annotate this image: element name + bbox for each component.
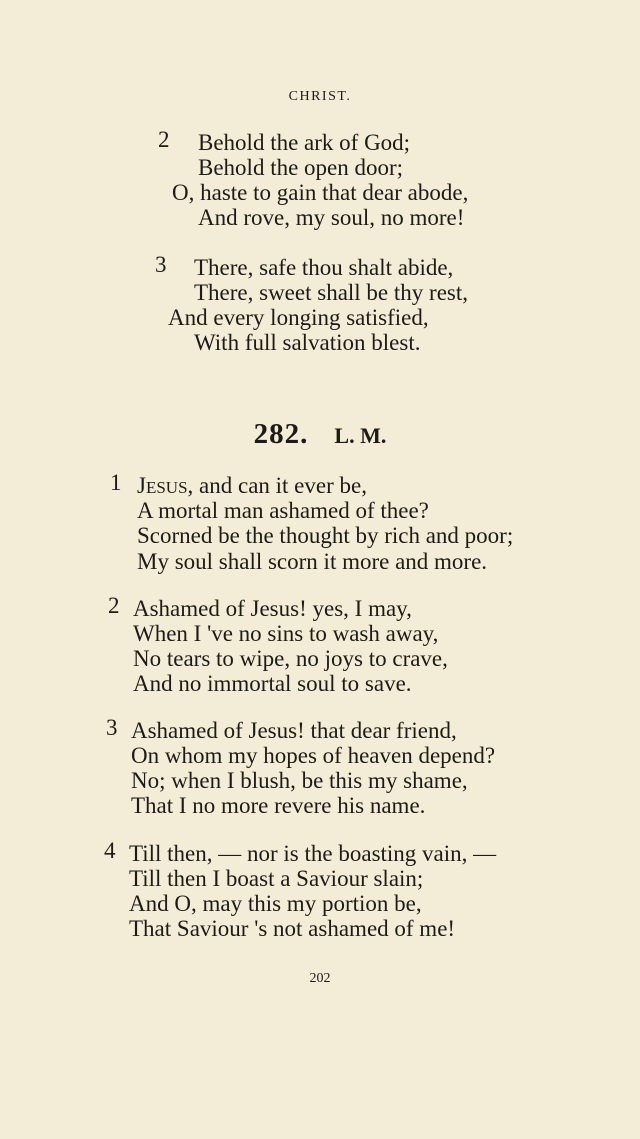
verse-number: 1 bbox=[110, 470, 122, 495]
hymn-number: 282. bbox=[253, 418, 309, 450]
verse-line: Till then, — nor is the boasting vain, — bbox=[129, 841, 497, 866]
hymn-meter: L. M. bbox=[334, 423, 387, 448]
verse-line: Scorned be the thought by rich and poor; bbox=[137, 523, 514, 548]
verse-line: A mortal man ashamed of thee? bbox=[137, 498, 429, 523]
running-head: CHRIST. bbox=[288, 89, 352, 104]
verse-number: 2 bbox=[158, 127, 170, 152]
verse-line: There, safe thou shalt abide, bbox=[194, 255, 454, 280]
verse-line: There, sweet shall be thy rest, bbox=[194, 280, 468, 305]
verse-line: That I no more revere his name. bbox=[131, 793, 426, 818]
verse-number: 4 bbox=[104, 838, 116, 863]
verse-line: On whom my hopes of heaven depend? bbox=[131, 743, 496, 768]
verse-line: And no immortal soul to save. bbox=[133, 671, 412, 696]
verse-line bbox=[137, 473, 367, 499]
first-line-rest: , and can it ever be, bbox=[187, 473, 367, 498]
verse-line: When I 've no sins to wash away, bbox=[133, 621, 439, 646]
verse-number: 3 bbox=[106, 715, 118, 740]
verse-line: Behold the open door; bbox=[198, 155, 404, 180]
small-caps: ESUS bbox=[145, 478, 188, 497]
drop-initial: J bbox=[137, 473, 146, 498]
verse-line: O, haste to gain that dear abode, bbox=[172, 180, 469, 205]
verse-line: Till then I boast a Saviour slain; bbox=[129, 866, 424, 891]
verse-line: And rove, my soul, no more! bbox=[198, 205, 465, 230]
verse-line: Ashamed of Jesus! yes, I may, bbox=[133, 596, 412, 621]
verse-line: And O, may this my portion be, bbox=[129, 891, 422, 916]
verse-line: And every longing satisfied, bbox=[168, 305, 429, 330]
verse-number: 3 bbox=[155, 252, 167, 277]
verse-line: With full salvation blest. bbox=[194, 330, 421, 355]
verse-line: No; when I blush, be this my shame, bbox=[131, 768, 468, 793]
page-number: 202 bbox=[309, 971, 331, 986]
verse-number: 2 bbox=[108, 593, 120, 618]
verse-line: My soul shall scorn it more and more. bbox=[137, 549, 488, 574]
verse-line: Ashamed of Jesus! that dear friend, bbox=[131, 718, 457, 743]
verse-line: Behold the ark of God; bbox=[198, 130, 411, 155]
verse-line: No tears to wipe, no joys to crave, bbox=[133, 646, 448, 671]
hymn-heading bbox=[0, 418, 640, 451]
verse-line: That Saviour 's not ashamed of me! bbox=[129, 916, 456, 941]
